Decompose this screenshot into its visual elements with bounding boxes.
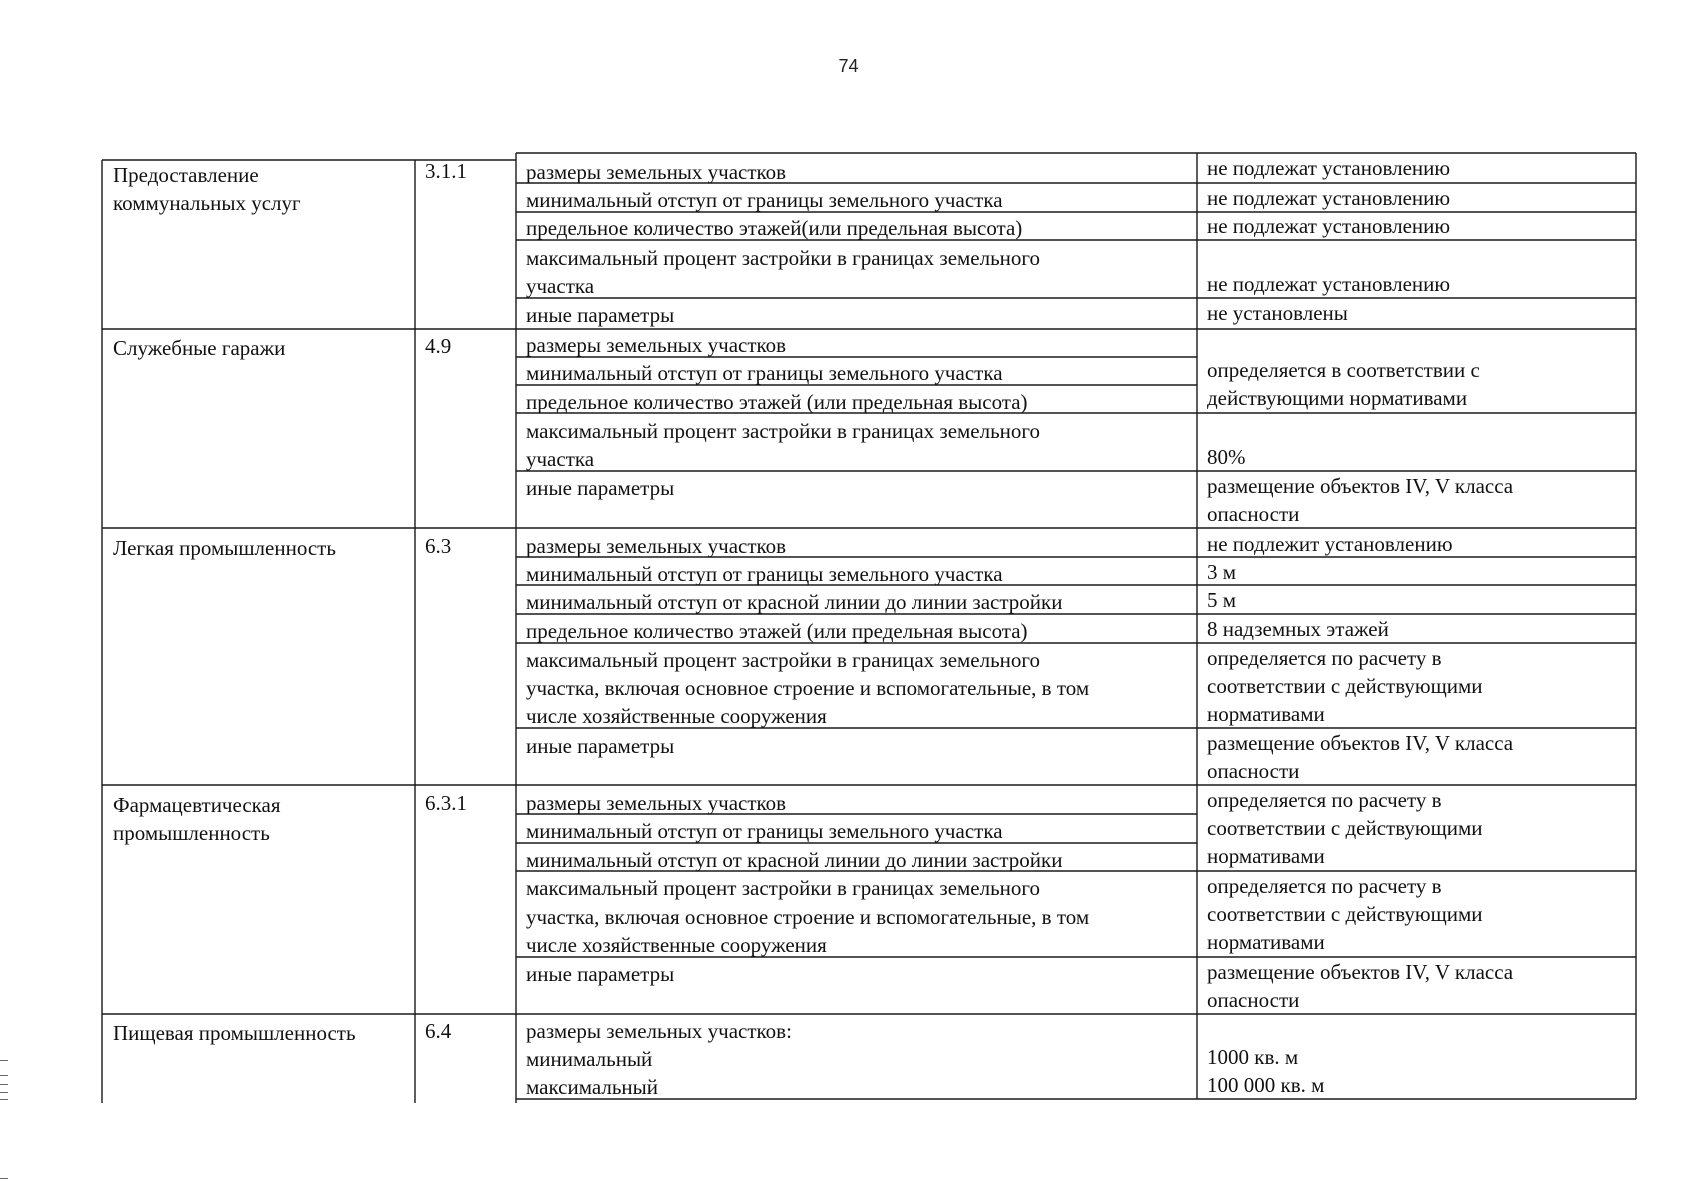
param-value: не подлежат установлению: [1207, 186, 1451, 210]
merged-value: соответствии с действующими: [1207, 816, 1483, 840]
param-name: минимальный отступ от границы земельного участка: [526, 562, 1003, 586]
param-name: максимальный процент застройки в границах земельного: [526, 246, 1041, 270]
param-value: не подлежит установлению: [1207, 532, 1453, 556]
param-value: 80%: [1207, 445, 1246, 469]
param-value: не подлежат установлению: [1207, 214, 1451, 238]
use-code: 6.4: [425, 1019, 452, 1043]
use-name: Фармацевтическая: [113, 793, 281, 817]
param-name: участка, включая основное строение и вспомогательные, в том: [526, 905, 1090, 929]
param-value: соответствии с действующими: [1207, 674, 1483, 698]
use-name: промышленность: [113, 821, 270, 845]
param-name: максимальный: [526, 1075, 658, 1099]
param-value: не подлежат установлению: [1207, 272, 1451, 296]
scan-mark: [0, 1092, 8, 1093]
param-value: нормативами: [1207, 702, 1325, 726]
param-value: определяется по расчету в: [1207, 874, 1442, 898]
param-name: максимальный процент застройки в границах земельного: [526, 648, 1041, 672]
use-name: Предоставление: [113, 163, 259, 187]
param-name: размеры земельных участков: [526, 791, 787, 815]
param-value: не установлены: [1207, 301, 1348, 325]
param-name: иные параметры: [526, 962, 675, 986]
use-code: 6.3: [425, 534, 452, 558]
merged-value: определяется по расчету в: [1207, 788, 1442, 812]
param-value: нормативами: [1207, 930, 1325, 954]
scan-mark: [0, 1178, 8, 1179]
param-name: размеры земельных участков: [526, 534, 787, 558]
param-name: иные параметры: [526, 734, 675, 758]
use-name: Служебные гаражи: [113, 336, 286, 360]
param-name: участка: [526, 274, 595, 298]
param-name: размеры земельных участков: [526, 160, 787, 184]
param-value: 1000 кв. м: [1207, 1045, 1299, 1069]
param-value: опасности: [1207, 988, 1300, 1012]
param-value: размещение объектов IV, V класса: [1207, 474, 1514, 498]
param-name: участка, включая основное строение и вспомогательные, в том: [526, 676, 1090, 700]
param-name: минимальный отступ от границы земельного участка: [526, 819, 1003, 843]
use-name: коммунальных услуг: [113, 191, 301, 215]
merged-value: действующими нормативами: [1207, 386, 1468, 410]
param-name: максимальный процент застройки в границах земельного: [526, 876, 1041, 900]
param-value: не подлежат установлению: [1207, 156, 1451, 180]
param-value: 3 м: [1207, 560, 1237, 584]
param-name: иные параметры: [526, 303, 675, 327]
param-name: предельное количество этажей (или предельная высота): [526, 619, 1028, 643]
param-value: соответствии с действующими: [1207, 902, 1483, 926]
param-name: минимальный отступ от красной линии до линии застройки: [526, 590, 1063, 614]
param-name: участка: [526, 447, 595, 471]
param-name: предельное количество этажей (или предельная высота): [526, 390, 1028, 414]
param-value: 100 000 кв. м: [1207, 1073, 1325, 1097]
param-name: размеры земельных участков:: [526, 1019, 792, 1043]
scan-mark: [0, 1084, 8, 1085]
merged-value: определяется в соответствии с: [1207, 358, 1480, 382]
param-name: иные параметры: [526, 476, 675, 500]
param-name: размеры земельных участков: [526, 333, 787, 357]
param-name: числе хозяйственные сооружения: [526, 704, 827, 728]
param-name: минимальный отступ от границы земельного участка: [526, 188, 1003, 212]
param-name: предельное количество этажей(или предельная высота): [526, 216, 1023, 240]
use-name: Пищевая промышленность: [113, 1021, 356, 1045]
param-name: минимальный отступ от границы земельного участка: [526, 361, 1003, 385]
param-value: определяется по расчету в: [1207, 646, 1442, 670]
scan-mark: [0, 1060, 8, 1061]
scan-mark: [0, 1099, 8, 1100]
param-name: максимальный процент застройки в границах земельного: [526, 419, 1041, 443]
merged-value: нормативами: [1207, 844, 1325, 868]
use-name: Легкая промышленность: [113, 536, 336, 560]
param-value: опасности: [1207, 502, 1300, 526]
param-name: числе хозяйственные сооружения: [526, 933, 827, 957]
param-value: размещение объектов IV, V класса: [1207, 731, 1514, 755]
use-code: 3.1.1: [425, 159, 467, 183]
page-number: 74: [838, 56, 859, 76]
scan-mark: [0, 1075, 8, 1076]
param-value: размещение объектов IV, V класса: [1207, 960, 1514, 984]
param-name: минимальный отступ от красной линии до линии застройки: [526, 848, 1063, 872]
use-code: 4.9: [425, 334, 452, 358]
use-code: 6.3.1: [425, 791, 467, 815]
param-value: опасности: [1207, 759, 1300, 783]
param-value: 5 м: [1207, 588, 1237, 612]
param-name: минимальный: [526, 1047, 653, 1071]
param-value: 8 надземных этажей: [1207, 617, 1389, 641]
